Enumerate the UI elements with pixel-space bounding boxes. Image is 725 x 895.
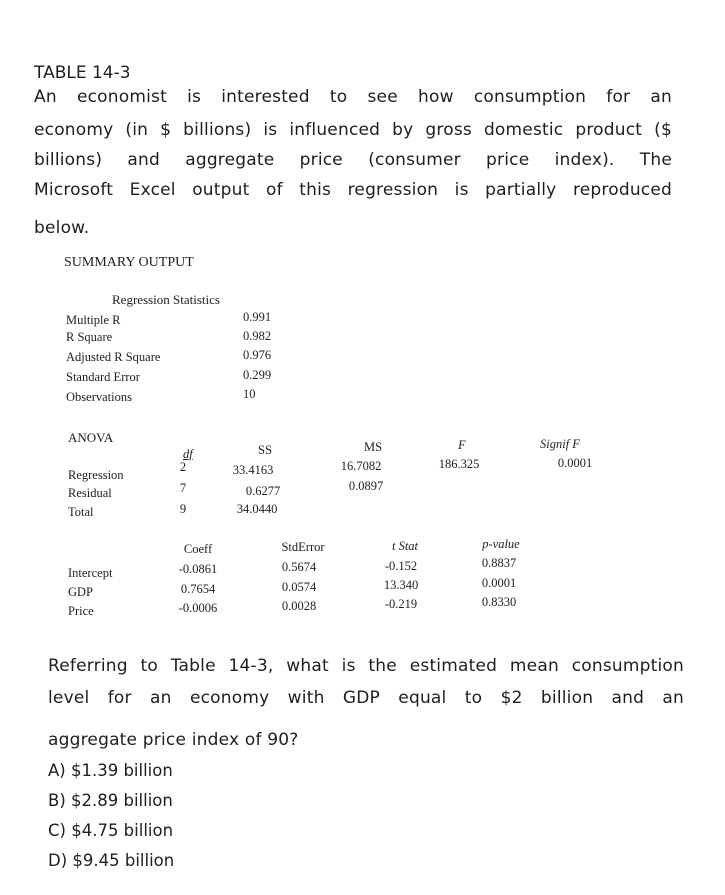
intro-line-4: Microsoft Excel output of this regression is partially reproduced xyxy=(34,180,672,200)
regstat-value: 0.991 xyxy=(243,310,272,324)
answer-option-d: D) $9.45 billion xyxy=(48,851,175,870)
anova-cell-df: 9 xyxy=(179,502,187,516)
coef-cell-tstat: -0.152 xyxy=(384,559,418,573)
question-line-3: aggregate price index of 90? xyxy=(48,730,299,750)
summary-output-title: SUMMARY OUTPUT xyxy=(64,255,194,270)
answer-option-c: C) $4.75 billion xyxy=(48,821,174,840)
anova-cell-ss: 34.0440 xyxy=(236,502,278,516)
anova-cell-ms: 16.7082 xyxy=(340,459,382,473)
coef-cell-pvalue: 0.8837 xyxy=(481,556,517,570)
coef-cell-tstat: 13.340 xyxy=(383,578,419,592)
regstat-value: 0.299 xyxy=(243,368,272,382)
coef-cell-pvalue: 0.8330 xyxy=(481,595,517,609)
regstat-value: 0.982 xyxy=(243,329,272,343)
regstat-value: 10 xyxy=(243,387,256,401)
anova-cell-signif-f: 0.0001 xyxy=(557,456,593,470)
anova-cell-df: 7 xyxy=(179,481,187,495)
coef-cell-tstat: -0.219 xyxy=(384,597,418,611)
coef-row-label: GDP xyxy=(68,585,94,599)
coef-row-label: Intercept xyxy=(68,566,113,580)
answer-option-a: A) $1.39 billion xyxy=(48,761,173,780)
anova-header-signif-f: Signif F xyxy=(540,437,580,451)
coef-cell-stderror: 0.0574 xyxy=(281,580,317,594)
coef-header-pvalue: p-value xyxy=(482,537,520,551)
regstat-label: Adjusted R Square xyxy=(66,350,161,364)
answer-option-b: B) $2.89 billion xyxy=(48,791,173,810)
anova-title: ANOVA xyxy=(68,430,114,445)
anova-cell-ms: 0.0897 xyxy=(348,479,384,493)
anova-header-ms: MS xyxy=(364,440,383,454)
coef-header-coeff: Coeff xyxy=(183,542,213,556)
table-title: TABLE 14-3 xyxy=(34,63,131,83)
regression-statistics-title: Regression Statistics xyxy=(112,292,220,307)
coef-cell-stderror: 0.0028 xyxy=(281,599,317,613)
anova-header-df: df xyxy=(183,447,193,461)
coef-header-tstat: t Stat xyxy=(391,539,419,553)
coef-cell-stderror: 0.5674 xyxy=(281,560,317,574)
anova-row-label: Regression xyxy=(68,468,124,482)
regstat-label: Observations xyxy=(66,390,132,404)
anova-header-ss: SS xyxy=(258,443,272,457)
regstat-label: R Square xyxy=(66,330,113,344)
anova-row-label: Total xyxy=(68,505,94,519)
coef-cell-pvalue: 0.0001 xyxy=(481,576,517,590)
coef-cell-coeff: -0.0861 xyxy=(178,562,218,576)
intro-line-5: below. xyxy=(34,218,90,238)
anova-cell-df: 2 xyxy=(179,460,187,474)
anova-cell-ss: 0.6277 xyxy=(245,484,281,498)
coef-header-stderror: StdError xyxy=(281,540,325,554)
intro-line-3: billions) and aggregate price (consumer price index). The xyxy=(34,150,672,170)
coef-row-label: Price xyxy=(68,604,94,618)
anova-header-f: F xyxy=(458,438,466,452)
anova-cell-f: 186.325 xyxy=(438,457,480,471)
regstat-value: 0.976 xyxy=(243,348,272,362)
intro-line-2: economy (in $ billions) is influenced by gross domestic product ($ xyxy=(34,120,672,140)
regstat-label: Multiple R xyxy=(66,313,121,327)
coef-cell-coeff: -0.0006 xyxy=(178,601,218,615)
regstat-label: Standard Error xyxy=(66,370,140,384)
anova-row-label: Residual xyxy=(68,486,112,500)
question-line-2: level for an economy with GDP equal to $2 billion and an xyxy=(48,688,684,708)
coef-cell-coeff: 0.7654 xyxy=(180,582,216,596)
intro-line-1: An economist is interested to see how consumption for an xyxy=(34,87,672,107)
anova-cell-ss: 33.4163 xyxy=(232,463,274,477)
question-line-1: Referring to Table 14-3, what is the estimated mean consumption xyxy=(48,656,684,676)
